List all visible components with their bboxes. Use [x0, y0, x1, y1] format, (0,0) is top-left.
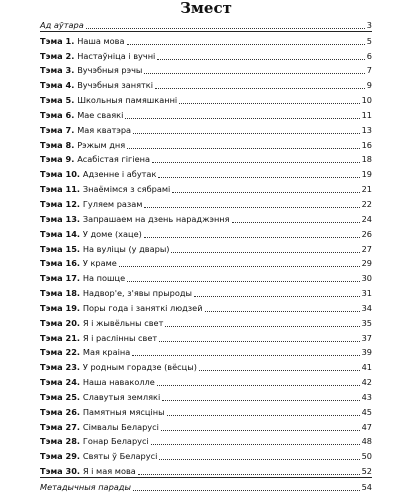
toc-entry-title: Святы ў Беларусі [82, 451, 158, 462]
dot-leader [86, 28, 365, 29]
toc-entry-number: Тэма 28. [40, 436, 81, 447]
toc-entry-label [40, 140, 125, 151]
toc-entry-title: Славутыя землякі [82, 391, 161, 402]
dot-leader [159, 459, 359, 460]
toc-entry-title: Гуляем разам [82, 198, 143, 209]
toc-entry[interactable] [40, 240, 372, 255]
toc-entry-title: Я і раслінны свет [82, 332, 158, 343]
dot-leader [144, 207, 359, 208]
toc-entry-label [40, 80, 153, 91]
toc-entry[interactable] [40, 433, 372, 448]
toc-entry[interactable] [40, 462, 372, 477]
toc-entry-number: Тэма 21. [40, 332, 81, 343]
toc-entry-page: 29 [361, 258, 372, 269]
toc-entry[interactable] [40, 91, 372, 106]
toc-entry-number: Тэма 20. [40, 317, 81, 328]
toc-entry-label [40, 303, 203, 314]
toc-entry-page: 52 [361, 466, 372, 477]
dot-leader [159, 341, 359, 342]
toc-entry-page: 30 [361, 273, 372, 284]
toc-entry-title: Наша мова [77, 35, 125, 46]
toc-entry-page: 39 [361, 347, 372, 358]
toc-entry-page: 6 [366, 50, 372, 61]
toc-entry-label [40, 51, 155, 62]
toc-entry-number: Тэма 29. [40, 451, 81, 462]
toc-entry-title: Адзенне і абутак [82, 169, 157, 180]
toc-entry[interactable] [40, 32, 372, 47]
toc-entry-page: 41 [361, 362, 372, 373]
toc-entry-number: Тэма 18. [40, 288, 81, 299]
toc-entry-title: Я і мая мова [82, 466, 136, 477]
page-title: Змест [180, 0, 232, 17]
toc-entry-page: 48 [361, 436, 372, 447]
toc-entry[interactable] [40, 225, 372, 240]
toc-entry-label [40, 436, 149, 447]
toc-entry-label [40, 229, 142, 240]
toc-entry[interactable] [40, 299, 372, 314]
toc-entry-page: 42 [361, 377, 372, 388]
toc-entry-number: Тэма 17. [40, 273, 81, 284]
dot-leader [132, 355, 359, 356]
toc-entry-label [40, 288, 192, 299]
toc-entry[interactable] [40, 403, 372, 418]
dot-leader [167, 415, 360, 416]
toc-entry-title: Гонар Беларусі [82, 436, 149, 447]
toc-list [40, 32, 372, 477]
toc-entry-label [40, 125, 131, 136]
dot-leader [144, 73, 364, 74]
toc-entry-number: Тэма 9. [40, 154, 75, 165]
toc-entry[interactable] [40, 344, 372, 359]
toc-entry-page: 7 [366, 65, 372, 76]
toc-entry-label [40, 318, 163, 329]
dot-leader [158, 177, 359, 178]
toc-entry-title: У доме (хаце) [82, 228, 142, 239]
toc-entry[interactable] [40, 388, 372, 403]
toc-entry-number: Тэма 4. [40, 80, 75, 91]
toc-entry-number: Тэма 16. [40, 258, 81, 269]
toc-entry-title: Мая краіна [82, 347, 131, 358]
toc-entry-number: Тэма 11. [40, 184, 81, 195]
toc-entry-label [40, 36, 125, 47]
toc-entry-page: 5 [366, 35, 372, 46]
toc-entry[interactable] [40, 195, 372, 210]
toc-entry-page: 16 [361, 139, 372, 150]
toc-entry-number: Тэма 10. [40, 169, 81, 180]
toc-entry-title: Надвор'е, з'явы прыроды [82, 288, 193, 299]
toc-entry[interactable] [40, 165, 372, 180]
toc-entry-number: Тэма 6. [40, 109, 75, 120]
dot-leader [127, 148, 359, 149]
toc-entry-page: 3 [366, 19, 372, 30]
dot-leader [205, 311, 360, 312]
dot-leader [165, 326, 359, 327]
dot-leader [161, 430, 360, 431]
toc-entry-label: Ад аўтара [40, 19, 84, 30]
toc-entry-page: 22 [361, 198, 372, 209]
toc-entry-number: Тэма 14. [40, 228, 81, 239]
toc-entry-number: Тэма 22. [40, 347, 81, 358]
toc-entry[interactable] [40, 180, 372, 195]
dot-leader [152, 162, 360, 163]
toc-entry-page: 26 [361, 228, 372, 239]
toc-entry[interactable] [40, 373, 372, 388]
toc-entry-title: Наша наваколле [82, 377, 155, 388]
toc-entry-label [40, 466, 136, 477]
toc-entry-page: 34 [361, 302, 372, 313]
toc-entry[interactable] [40, 47, 372, 62]
toc-entry-number: Тэма 5. [40, 95, 75, 106]
toc-entry[interactable] [40, 418, 372, 433]
toc-entry-title: На вуліцы (у двары) [82, 243, 170, 254]
toc-entry-title: Я і жывёльны свет [82, 317, 164, 328]
toc-entry-page: 9 [366, 80, 372, 91]
toc-entry[interactable] [40, 151, 372, 166]
toc-entry[interactable] [40, 106, 372, 121]
toc-entry-number: Тэма 30. [40, 466, 81, 477]
toc-entry-title: Поры года і заняткі людзей [82, 302, 203, 313]
toc-entry-page: 24 [361, 213, 372, 224]
dot-leader [157, 59, 364, 60]
dot-leader [194, 296, 360, 297]
dot-leader [162, 400, 359, 401]
toc-entry-page: 45 [361, 406, 372, 417]
toc-entry-label [40, 392, 160, 403]
toc-entry[interactable] [40, 284, 372, 299]
toc-entry-label [40, 169, 156, 180]
toc-entry-page: 11 [361, 109, 372, 120]
dot-leader [172, 192, 359, 193]
toc-entry-page: 31 [361, 288, 372, 299]
toc-entry-number: Тэма 2. [40, 50, 75, 61]
toc-entry-number: Тэма 25. [40, 391, 81, 402]
toc-entry-title: Знаёмімся з сябрамі [82, 184, 171, 195]
toc-entry[interactable] [40, 314, 372, 329]
toc-entry-page: 54 [361, 482, 372, 492]
toc-entry-title: Мая кватэра [77, 124, 132, 135]
dot-leader [232, 222, 360, 223]
toc-entry-label [40, 333, 157, 344]
toc-entry-label [40, 422, 159, 433]
toc-entry-title: Вучэбныя рэчы [77, 65, 143, 76]
toc-entry[interactable] [40, 62, 372, 77]
toc-entry-page: 35 [361, 317, 372, 328]
dot-leader [144, 237, 360, 238]
toc-entry-number: Тэма 24. [40, 377, 81, 388]
dot-leader [119, 266, 360, 267]
toc-entry-page: 37 [361, 332, 372, 343]
toc-entry-title: У краме [82, 258, 117, 269]
toc-entry[interactable] [40, 269, 372, 284]
toc-entry-number: Тэма 1. [40, 35, 75, 46]
toc-entry-page: 47 [361, 421, 372, 432]
toc-entry-label [40, 347, 130, 358]
dot-leader [127, 281, 359, 282]
toc-entry-label [40, 199, 142, 210]
toc-entry-label [40, 407, 165, 418]
toc-entry-page: 27 [361, 243, 372, 254]
toc-entry-label: Метадычныя парады [40, 482, 131, 492]
dot-leader [151, 444, 360, 445]
toc-entry-number: Тэма 23. [40, 362, 81, 373]
toc-entry-label [40, 273, 125, 284]
toc-entry-title: Настаўніца і вучні [77, 50, 156, 61]
toc-entry-title: Асабістая гігіена [77, 154, 151, 165]
toc-entry-number: Тэма 7. [40, 124, 75, 135]
toc-entry[interactable] [40, 210, 372, 225]
toc-entry-number: Тэма 19. [40, 302, 81, 313]
toc-entry-number: Тэма 12. [40, 198, 81, 209]
toc-entry-title: Вучэбныя заняткі [77, 80, 154, 91]
toc-entry-page: 10 [361, 95, 372, 106]
toc-entry-title: Рэжым дня [77, 139, 126, 150]
toc-entry[interactable] [40, 255, 372, 270]
toc-entry-intro[interactable] [40, 16, 372, 31]
toc-entry-label [40, 65, 142, 76]
toc-entry-label [40, 154, 150, 165]
dot-leader [199, 370, 360, 371]
dot-leader [171, 252, 359, 253]
toc-entry-label [40, 110, 123, 121]
toc-entry-number: Тэма 13. [40, 213, 81, 224]
toc-entry-label [40, 184, 170, 195]
toc-entry[interactable] [40, 121, 372, 136]
toc-entry-label [40, 377, 155, 388]
toc-entry[interactable] [40, 329, 372, 344]
toc-entry[interactable] [40, 447, 372, 462]
toc-entry-page: 50 [361, 451, 372, 462]
toc-entry-label [40, 362, 197, 373]
toc-entry-label [40, 95, 177, 106]
dot-leader [179, 103, 359, 104]
toc-entry-page: 13 [361, 124, 372, 135]
toc-entry[interactable] [40, 76, 372, 91]
toc-entry-number: Тэма 8. [40, 139, 75, 150]
dot-leader [133, 133, 360, 134]
toc-entry-label [40, 214, 230, 225]
toc-entry-title: У родным горадзе (вёсцы) [82, 362, 197, 373]
dot-leader [157, 385, 360, 386]
toc-entry-label [40, 244, 169, 255]
toc-entry-number: Тэма 3. [40, 65, 75, 76]
toc-entry-number: Тэма 27. [40, 421, 81, 432]
toc-entry[interactable] [40, 358, 372, 373]
toc-entry-title: Сімвалы Беларусі [82, 421, 159, 432]
toc-entry-outro[interactable] [40, 478, 372, 493]
toc-entry-number: Тэма 15. [40, 243, 81, 254]
toc-entry-page: 18 [361, 154, 372, 165]
toc-entry-label [40, 258, 117, 269]
toc-entry-title: Запрашаем на дзень нараджэння [82, 213, 230, 224]
toc-entry-page: 43 [361, 391, 372, 402]
toc-entry-title: На пошце [82, 273, 126, 284]
toc-entry-page: 21 [361, 184, 372, 195]
toc-entry-title: Мае сваякі [77, 109, 124, 120]
toc-entry-page: 19 [361, 169, 372, 180]
toc-entry-number: Тэма 26. [40, 406, 81, 417]
toc-entry-label [40, 451, 157, 462]
dot-leader [127, 44, 365, 45]
dot-leader [133, 490, 360, 491]
dot-leader [125, 118, 359, 119]
toc-entry-title: Памятныя мясціны [82, 406, 165, 417]
toc-entry-title: Школьныя памяшканні [77, 95, 178, 106]
toc-entry[interactable] [40, 136, 372, 151]
dot-leader [155, 88, 365, 89]
dot-leader [138, 474, 360, 475]
